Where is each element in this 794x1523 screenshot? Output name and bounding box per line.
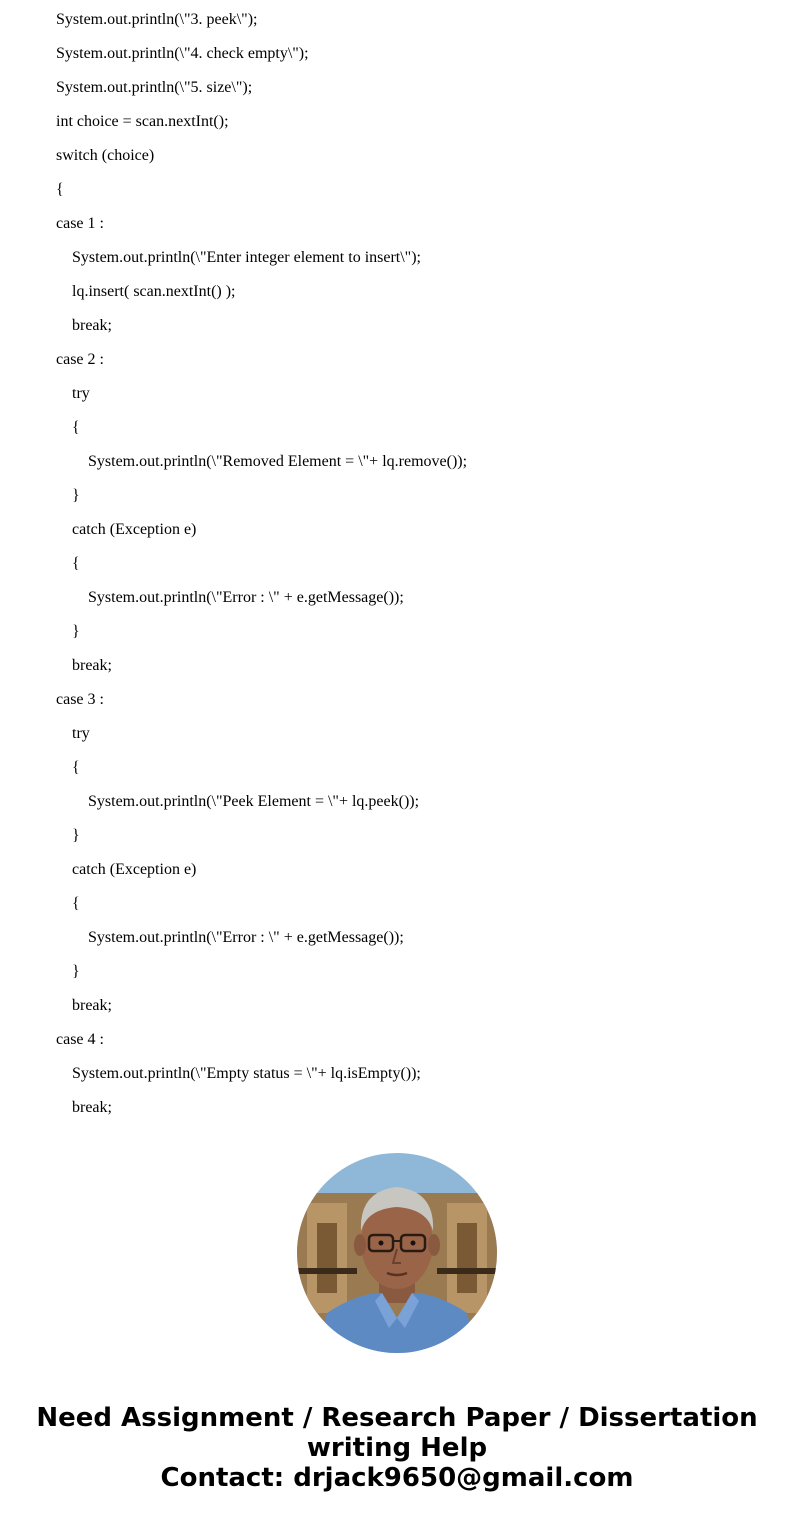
- code-listing: [0, 3, 794, 1125]
- code-line: {: [56, 181, 64, 198]
- code-line: System.out.println(\"Empty status = \"+ lq.isEmpty());: [72, 1065, 421, 1082]
- code-line: lq.insert( scan.nextInt() );: [72, 283, 236, 300]
- code-line: case 4 :: [56, 1031, 104, 1048]
- code-line: System.out.println(\"3. peek\");: [56, 11, 258, 28]
- contact-footer: [0, 1403, 794, 1493]
- footer-line-1: Need Assignment / Research Paper / Dissertation: [36, 1403, 758, 1433]
- code-line: {: [72, 759, 80, 776]
- author-photo: [297, 1153, 497, 1353]
- code-line: break;: [72, 997, 112, 1014]
- code-line: System.out.println(\"4. check empty\");: [56, 45, 309, 62]
- code-line: switch (choice): [56, 147, 155, 164]
- portrait-image: [297, 1153, 497, 1353]
- code-line: break;: [72, 657, 112, 674]
- code-line: {: [72, 555, 80, 572]
- code-line: System.out.println(\"Error : \" + e.getMessage());: [88, 929, 404, 946]
- code-line: catch (Exception e): [72, 861, 197, 878]
- code-line: int choice = scan.nextInt();: [56, 113, 229, 130]
- code-line: catch (Exception e): [72, 521, 197, 538]
- code-line: System.out.println(\"Error : \" + e.getMessage());: [88, 589, 404, 606]
- code-line: try: [72, 385, 90, 402]
- code-line: case 2 :: [56, 351, 104, 368]
- code-line: case 1 :: [56, 215, 104, 232]
- code-line: try: [72, 725, 90, 742]
- code-line: }: [72, 827, 80, 844]
- code-line: System.out.println(\"5. size\");: [56, 79, 253, 96]
- code-line: System.out.println(\"Peek Element = \"+ lq.peek());: [88, 793, 420, 810]
- code-line: System.out.println(\"Removed Element = \"+ lq.remove());: [88, 453, 468, 470]
- code-line: {: [72, 895, 80, 912]
- code-line: case 3 :: [56, 691, 104, 708]
- footer-contact-line: Contact: drjack9650@gmail.com: [160, 1463, 634, 1493]
- footer-line-2: writing Help: [306, 1433, 488, 1463]
- code-line: }: [72, 963, 80, 980]
- code-line: System.out.println(\"Enter integer element to insert\");: [72, 249, 421, 266]
- code-line: }: [72, 623, 80, 640]
- code-line: }: [72, 487, 80, 504]
- code-line: {: [72, 419, 80, 436]
- code-line: break;: [72, 1099, 112, 1116]
- code-line: break;: [72, 317, 112, 334]
